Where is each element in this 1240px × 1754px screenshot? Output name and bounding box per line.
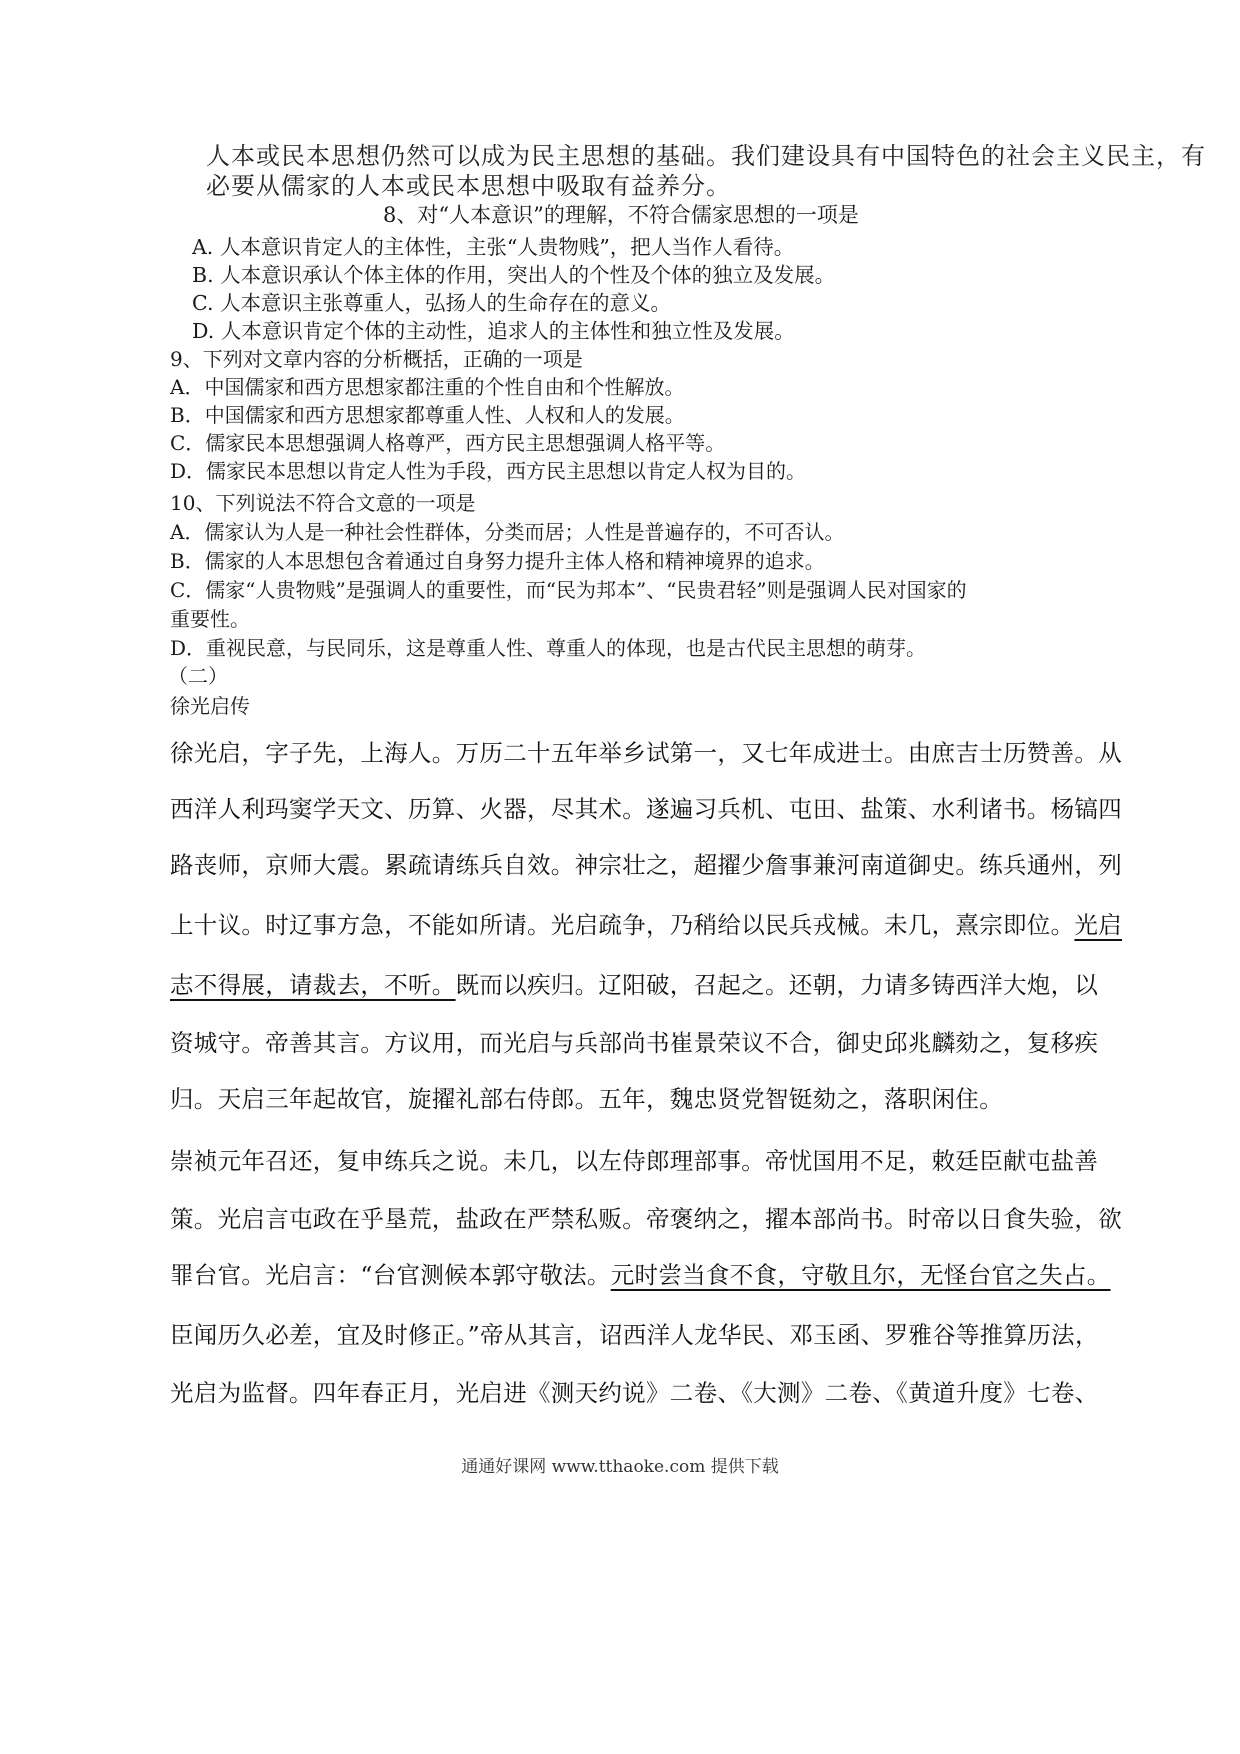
underlined-sentence-1-start: 光启: [1074, 911, 1123, 939]
question-10-option-c: C．儒家“人贵物贱”是强调人的重要性，而“民为邦本”、“民贵君轻”则是强调人民对国家的: [170, 578, 967, 602]
passage-line-12: 光启为监督。四年春正月，光启进《测天约说》二卷、《大测》二卷、《黄道升度》七卷、: [170, 1379, 1099, 1407]
passage-line-11: 臣闻历久必差，宜及时修正。”帝从其言，诏西洋人龙华民、邓玉函、罗雅谷等推算历法，: [170, 1321, 1099, 1349]
underlined-sentence-2: 元时尝当食不食，守敬且尔，无怪台官之失占。: [610, 1261, 1111, 1289]
intro-line-2: 必要从儒家的人本或民本思想中吸取有益养分。: [206, 172, 731, 200]
passage-line-6: 资城守。帝善其言。方议用，而光启与兵部尚书崔景荣议不合，御史邱兆麟劾之，复移疾: [170, 1029, 1099, 1057]
question-9-option-c: C．儒家民本思想强调人格尊严，西方民主思想强调人格平等。: [170, 431, 726, 455]
question-10-option-c-continued: 重要性。: [170, 607, 250, 631]
passage-line-5: [170, 966, 1098, 1000]
passage-line-9: 策。光启言屯政在乎垦荒，盐政在严禁私贩。帝褒纳之，擢本部尚书。时帝以日食失验，欲: [170, 1205, 1122, 1233]
question-8-option-d: D. 人本意识肯定个体的主动性，追求人的主体性和独立性及发展。: [192, 319, 795, 343]
passage-line-1: 徐光启，字子先，上海人。万历二十五年举乡试第一，又七年成进士。由庶吉士历赞善。从: [170, 739, 1122, 767]
underlined-sentence-1-end: 志不得展，请裁去，不听。: [170, 971, 456, 999]
passage-title: 徐光启传: [170, 694, 250, 718]
passage-line-4-text: 上十议。时辽事方急，不能如所请。光启疏争，乃稍给以民兵戎械。未几，熹宗即位。: [170, 911, 1075, 939]
passage-line-10-text: 罪台官。光启言：“台官测候本郭守敬法。: [170, 1261, 611, 1289]
intro-line-1: 人本或民本思想仍然可以成为民主思想的基础。我们建设具有中国特色的社会主义民主，有: [206, 142, 1206, 170]
question-8-stem: 8、对“人本意识”的理解，不符合儒家思想的一项是: [383, 203, 859, 227]
question-9-option-d: D．儒家民本思想以肯定人性为手段，西方民主思想以肯定人权为目的。: [170, 459, 807, 483]
question-8-option-b: B. 人本意识承认个体主体的作用，突出人的个性及个体的独立及发展。: [192, 263, 836, 287]
question-8-option-c: C. 人本意识主张尊重人，弘扬人的生命存在的意义。: [192, 291, 671, 315]
question-9-option-b: B．中国儒家和西方思想家都尊重人性、人权和人的发展。: [170, 403, 685, 427]
passage-line-8: 崇祯元年召还，复申练兵之说。未几，以左侍郎理部事。帝忧国用不足，敕廷臣献屯盐善: [170, 1147, 1099, 1175]
question-9-option-a: A．中国儒家和西方思想家都注重的个性自由和个性解放。: [170, 375, 685, 399]
question-10-option-d: D．重视民意，与民同乐，这是尊重人性、尊重人的体现，也是古代民主思想的萌芽。: [170, 636, 927, 660]
question-8-option-a: A. 人本意识肯定人的主体性，主张“人贵物贱”，把人当作人看待。: [192, 235, 795, 259]
passage-line-3: 路丧师，京师大震。累疏请练兵自效。神宗壮之，超擢少詹事兼河南道御史。练兵通州，列: [170, 851, 1122, 879]
passage-line-10: [170, 1256, 1111, 1290]
question-10-option-a: A．儒家认为人是一种社会性群体，分类而居；人性是普遍存的，不可否认。: [170, 520, 845, 544]
passage-line-4: [170, 906, 1122, 940]
question-10-option-b: B．儒家的人本思想包含着通过自身努力提升主体人格和精神境界的追求。: [170, 549, 825, 573]
question-10-stem: 10、下列说法不符合文意的一项是: [170, 491, 476, 515]
passage-line-2: 西洋人利玛窦学天文、历算、火器，尽其术。遂遍习兵机、屯田、盐策、水利诸书。杨镐四: [170, 795, 1122, 823]
section-number: （二）: [168, 664, 228, 688]
page-footer: 通通好课网 www.tthaoke.com 提供下载: [461, 1457, 779, 1477]
question-9-stem: 9、下列对文章内容的分析概括，正确的一项是: [170, 347, 583, 371]
passage-line-7: 归。天启三年起故官，旋擢礼部右侍郎。五年，魏忠贤党智铤劾之，落职闲住。: [170, 1085, 1003, 1113]
passage-line-5-text: 既而以疾归。辽阳破，召起之。还朝，力请多铸西洋大炮，以: [455, 971, 1099, 999]
